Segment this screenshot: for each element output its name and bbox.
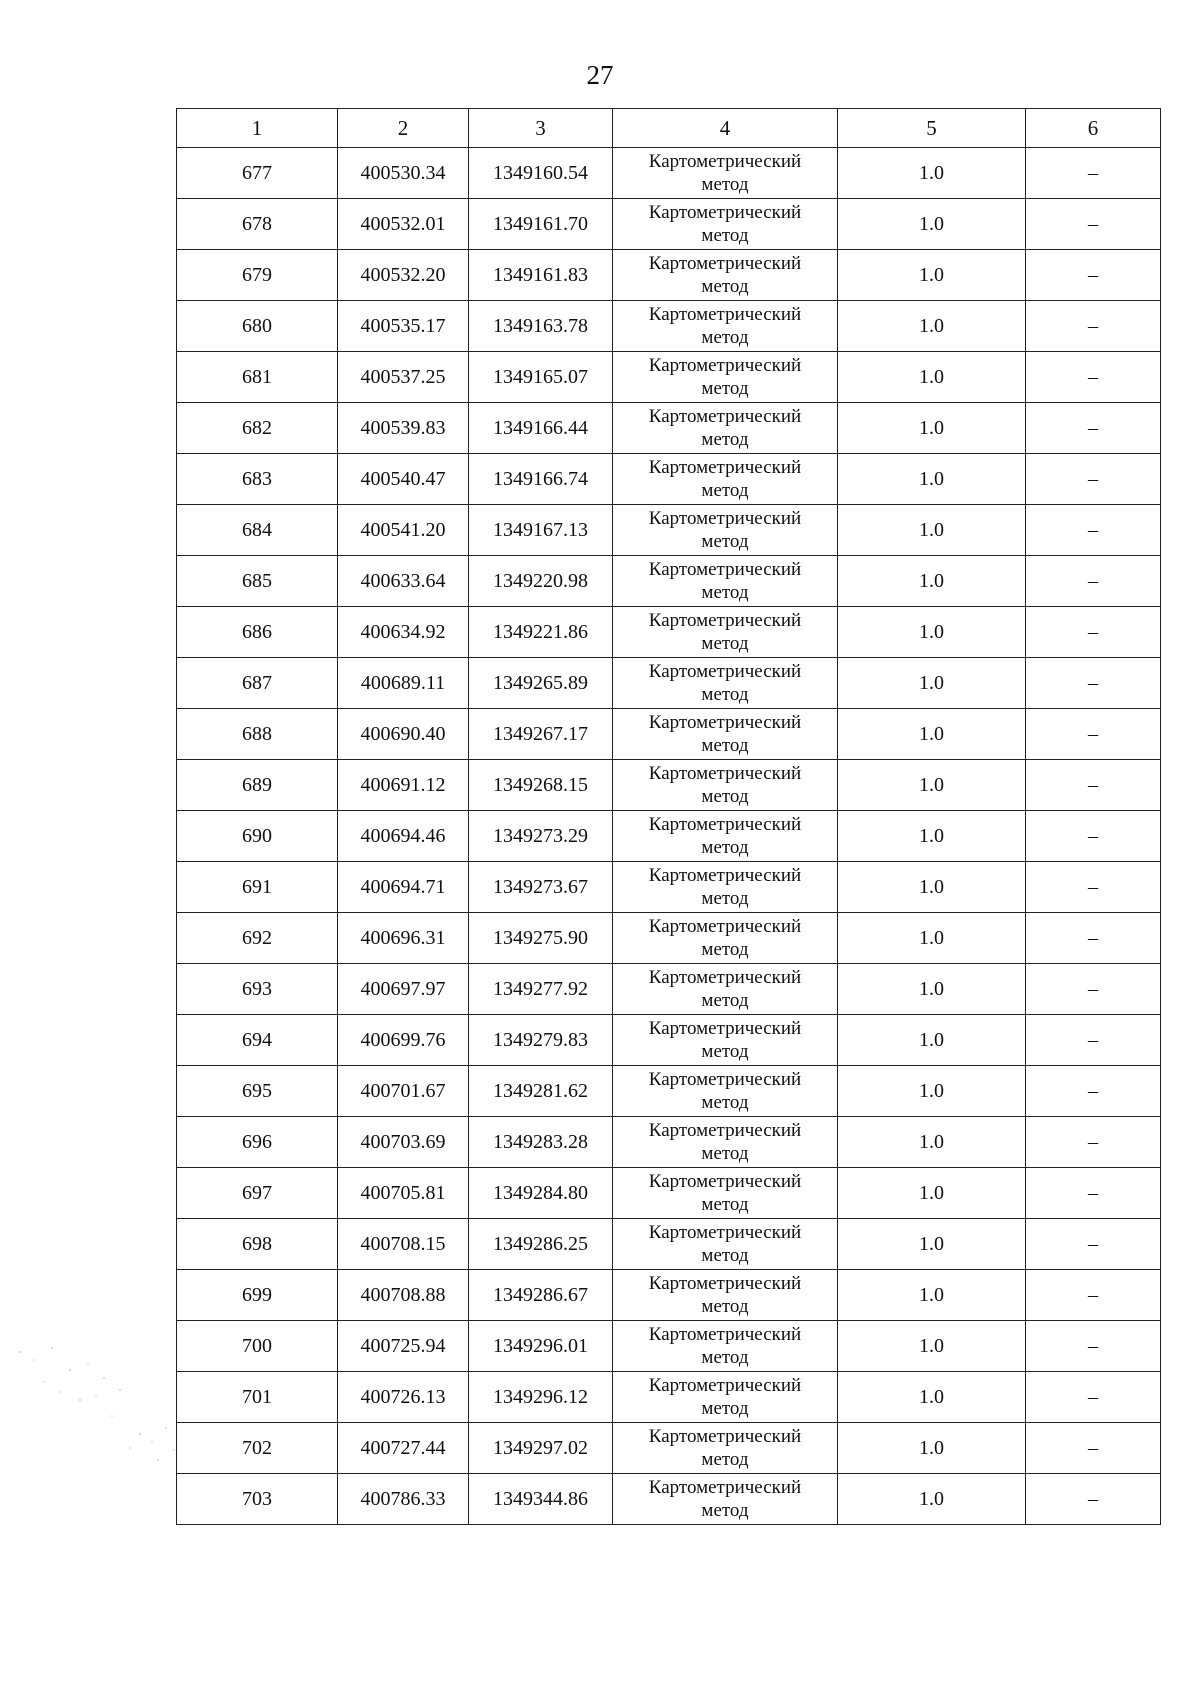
method-line-2: метод — [701, 327, 749, 348]
method-line-1: Картометрический — [648, 253, 802, 274]
accuracy-cell: 1.0 — [838, 1015, 1026, 1066]
note-cell: – — [1026, 862, 1161, 913]
method-line-2: метод — [701, 531, 749, 552]
method-line-1: Картометрический — [648, 151, 802, 172]
method-cell — [613, 658, 838, 709]
y-coordinate-cell: 1349166.74 — [469, 454, 613, 505]
table-row — [177, 760, 1161, 811]
table-row — [177, 301, 1161, 352]
accuracy-cell: 1.0 — [838, 709, 1026, 760]
method-cell — [613, 1474, 838, 1525]
table-row — [177, 607, 1161, 658]
y-coordinate-cell: 1349220.98 — [469, 556, 613, 607]
method-line-2: метод — [701, 480, 749, 501]
method-cell — [613, 811, 838, 862]
table-row — [177, 1270, 1161, 1321]
table-row — [177, 556, 1161, 607]
header-col-5: 5 — [838, 109, 1026, 148]
accuracy-cell: 1.0 — [838, 1168, 1026, 1219]
accuracy-cell: 1.0 — [838, 862, 1026, 913]
y-coordinate-cell: 1349165.07 — [469, 352, 613, 403]
method-cell — [613, 1219, 838, 1270]
accuracy-cell: 1.0 — [838, 505, 1026, 556]
table-row — [177, 811, 1161, 862]
accuracy-cell: 1.0 — [838, 760, 1026, 811]
method-line-1: Картометрический — [648, 1018, 802, 1039]
point-number-cell: 701 — [177, 1372, 338, 1423]
method-line-1: Картометрический — [648, 406, 802, 427]
table-row — [177, 403, 1161, 454]
method-cell — [613, 505, 838, 556]
note-cell: – — [1026, 1321, 1161, 1372]
y-coordinate-cell: 1349273.29 — [469, 811, 613, 862]
accuracy-cell: 1.0 — [838, 1474, 1026, 1525]
method-line-2: метод — [701, 633, 749, 654]
note-cell: – — [1026, 1117, 1161, 1168]
method-line-2: метод — [701, 888, 749, 909]
note-cell: – — [1026, 301, 1161, 352]
point-number-cell: 686 — [177, 607, 338, 658]
method-line-1: Картометрический — [648, 1273, 802, 1294]
method-line-1: Картометрический — [648, 1222, 802, 1243]
accuracy-cell: 1.0 — [838, 403, 1026, 454]
point-number-cell: 684 — [177, 505, 338, 556]
method-line-1: Картометрический — [648, 865, 802, 886]
x-coordinate-cell: 400696.31 — [338, 913, 469, 964]
coordinates-table — [176, 108, 1161, 1525]
method-line-2: метод — [701, 837, 749, 858]
y-coordinate-cell: 1349160.54 — [469, 148, 613, 199]
accuracy-cell: 1.0 — [838, 1117, 1026, 1168]
method-line-2: метод — [701, 1296, 749, 1317]
method-line-2: метод — [701, 429, 749, 450]
scan-noise — [0, 1330, 180, 1490]
method-cell — [613, 250, 838, 301]
table-row — [177, 964, 1161, 1015]
method-line-2: метод — [701, 786, 749, 807]
point-number-cell: 682 — [177, 403, 338, 454]
table-row — [177, 1168, 1161, 1219]
point-number-cell: 694 — [177, 1015, 338, 1066]
note-cell: – — [1026, 607, 1161, 658]
method-line-1: Картометрический — [648, 559, 802, 580]
method-line-2: метод — [701, 990, 749, 1011]
accuracy-cell: 1.0 — [838, 454, 1026, 505]
y-coordinate-cell: 1349296.01 — [469, 1321, 613, 1372]
y-coordinate-cell: 1349344.86 — [469, 1474, 613, 1525]
x-coordinate-cell: 400691.12 — [338, 760, 469, 811]
method-line-1: Картометрический — [648, 457, 802, 478]
y-coordinate-cell: 1349221.86 — [469, 607, 613, 658]
method-line-1: Картометрический — [648, 304, 802, 325]
point-number-cell: 702 — [177, 1423, 338, 1474]
note-cell: – — [1026, 556, 1161, 607]
method-line-1: Картометрический — [648, 202, 802, 223]
page-number: 27 — [586, 60, 614, 90]
method-line-2: метод — [701, 276, 749, 297]
x-coordinate-cell: 400690.40 — [338, 709, 469, 760]
note-cell: – — [1026, 1219, 1161, 1270]
method-line-1: Картометрический — [648, 1171, 802, 1192]
point-number-cell: 683 — [177, 454, 338, 505]
x-coordinate-cell: 400634.92 — [338, 607, 469, 658]
method-line-1: Картометрический — [648, 1426, 802, 1447]
x-coordinate-cell: 400708.88 — [338, 1270, 469, 1321]
point-number-cell: 681 — [177, 352, 338, 403]
table-row — [177, 148, 1161, 199]
y-coordinate-cell: 1349281.62 — [469, 1066, 613, 1117]
method-line-2: метод — [701, 684, 749, 705]
table-header — [177, 109, 1161, 148]
y-coordinate-cell: 1349297.02 — [469, 1423, 613, 1474]
method-line-1: Картометрический — [648, 967, 802, 988]
y-coordinate-cell: 1349161.70 — [469, 199, 613, 250]
method-cell — [613, 148, 838, 199]
point-number-cell: 677 — [177, 148, 338, 199]
note-cell: – — [1026, 403, 1161, 454]
point-number-cell: 680 — [177, 301, 338, 352]
table-row — [177, 1117, 1161, 1168]
note-cell: – — [1026, 250, 1161, 301]
y-coordinate-cell: 1349284.80 — [469, 1168, 613, 1219]
method-line-1: Картометрический — [648, 610, 802, 631]
point-number-cell: 687 — [177, 658, 338, 709]
accuracy-cell: 1.0 — [838, 658, 1026, 709]
note-cell: – — [1026, 709, 1161, 760]
method-cell — [613, 1015, 838, 1066]
table-row — [177, 1321, 1161, 1372]
method-cell — [613, 913, 838, 964]
method-line-1: Картометрический — [648, 1120, 802, 1141]
method-cell — [613, 1168, 838, 1219]
table-row — [177, 199, 1161, 250]
method-line-1: Картометрический — [648, 1375, 802, 1396]
note-cell: – — [1026, 148, 1161, 199]
x-coordinate-cell: 400708.15 — [338, 1219, 469, 1270]
y-coordinate-cell: 1349268.15 — [469, 760, 613, 811]
y-coordinate-cell: 1349167.13 — [469, 505, 613, 556]
table-row — [177, 454, 1161, 505]
point-number-cell: 678 — [177, 199, 338, 250]
method-line-1: Картометрический — [648, 763, 802, 784]
method-line-2: метод — [701, 1398, 749, 1419]
header-col-4: 4 — [613, 109, 838, 148]
note-cell: – — [1026, 811, 1161, 862]
point-number-cell: 696 — [177, 1117, 338, 1168]
note-cell: – — [1026, 352, 1161, 403]
point-number-cell: 695 — [177, 1066, 338, 1117]
accuracy-cell: 1.0 — [838, 964, 1026, 1015]
y-coordinate-cell: 1349296.12 — [469, 1372, 613, 1423]
table-row — [177, 352, 1161, 403]
accuracy-cell: 1.0 — [838, 1270, 1026, 1321]
method-line-2: метод — [701, 1092, 749, 1113]
x-coordinate-cell: 400541.20 — [338, 505, 469, 556]
x-coordinate-cell: 400705.81 — [338, 1168, 469, 1219]
x-coordinate-cell: 400725.94 — [338, 1321, 469, 1372]
table-row — [177, 505, 1161, 556]
point-number-cell: 693 — [177, 964, 338, 1015]
method-line-2: метод — [701, 225, 749, 246]
y-coordinate-cell: 1349279.83 — [469, 1015, 613, 1066]
accuracy-cell: 1.0 — [838, 301, 1026, 352]
y-coordinate-cell: 1349163.78 — [469, 301, 613, 352]
note-cell: – — [1026, 964, 1161, 1015]
accuracy-cell: 1.0 — [838, 1423, 1026, 1474]
method-line-1: Картометрический — [648, 661, 802, 682]
y-coordinate-cell: 1349275.90 — [469, 913, 613, 964]
method-line-2: метод — [701, 1347, 749, 1368]
method-cell — [613, 1117, 838, 1168]
method-cell — [613, 1423, 838, 1474]
table-row — [177, 658, 1161, 709]
note-cell: – — [1026, 1474, 1161, 1525]
note-cell: – — [1026, 1066, 1161, 1117]
method-line-2: метод — [701, 1194, 749, 1215]
method-line-1: Картометрический — [648, 1477, 802, 1498]
x-coordinate-cell: 400727.44 — [338, 1423, 469, 1474]
accuracy-cell: 1.0 — [838, 148, 1026, 199]
note-cell: – — [1026, 1372, 1161, 1423]
header-col-2: 2 — [338, 109, 469, 148]
method-line-1: Картометрический — [648, 508, 802, 529]
method-line-2: метод — [701, 1500, 749, 1521]
method-cell — [613, 1321, 838, 1372]
method-line-2: метод — [701, 1143, 749, 1164]
accuracy-cell: 1.0 — [838, 352, 1026, 403]
note-cell: – — [1026, 1015, 1161, 1066]
accuracy-cell: 1.0 — [838, 556, 1026, 607]
point-number-cell: 690 — [177, 811, 338, 862]
method-cell — [613, 607, 838, 658]
y-coordinate-cell: 1349267.17 — [469, 709, 613, 760]
point-number-cell: 697 — [177, 1168, 338, 1219]
method-cell — [613, 1270, 838, 1321]
x-coordinate-cell: 400535.17 — [338, 301, 469, 352]
x-coordinate-cell: 400699.76 — [338, 1015, 469, 1066]
method-line-1: Картометрический — [648, 916, 802, 937]
method-cell — [613, 1066, 838, 1117]
method-line-1: Картометрический — [648, 1324, 802, 1345]
point-number-cell: 699 — [177, 1270, 338, 1321]
method-line-2: метод — [701, 174, 749, 195]
table-row — [177, 1474, 1161, 1525]
x-coordinate-cell: 400540.47 — [338, 454, 469, 505]
note-cell: – — [1026, 505, 1161, 556]
header-col-1: 1 — [177, 109, 338, 148]
y-coordinate-cell: 1349286.67 — [469, 1270, 613, 1321]
x-coordinate-cell: 400697.97 — [338, 964, 469, 1015]
method-line-2: метод — [701, 1449, 749, 1470]
y-coordinate-cell: 1349161.83 — [469, 250, 613, 301]
x-coordinate-cell: 400537.25 — [338, 352, 469, 403]
method-cell — [613, 352, 838, 403]
x-coordinate-cell: 400539.83 — [338, 403, 469, 454]
table-row — [177, 250, 1161, 301]
y-coordinate-cell: 1349273.67 — [469, 862, 613, 913]
table-row — [177, 862, 1161, 913]
method-line-2: метод — [701, 939, 749, 960]
x-coordinate-cell: 400726.13 — [338, 1372, 469, 1423]
note-cell: – — [1026, 760, 1161, 811]
table-body — [177, 148, 1161, 1525]
x-coordinate-cell: 400703.69 — [338, 1117, 469, 1168]
point-number-cell: 679 — [177, 250, 338, 301]
method-line-1: Картометрический — [648, 814, 802, 835]
point-number-cell: 700 — [177, 1321, 338, 1372]
method-cell — [613, 199, 838, 250]
method-cell — [613, 709, 838, 760]
y-coordinate-cell: 1349283.28 — [469, 1117, 613, 1168]
accuracy-cell: 1.0 — [838, 250, 1026, 301]
accuracy-cell: 1.0 — [838, 913, 1026, 964]
note-cell: – — [1026, 913, 1161, 964]
point-number-cell: 688 — [177, 709, 338, 760]
method-cell — [613, 760, 838, 811]
table-row — [177, 1015, 1161, 1066]
method-line-1: Картометрический — [648, 1069, 802, 1090]
x-coordinate-cell: 400694.71 — [338, 862, 469, 913]
note-cell: – — [1026, 1270, 1161, 1321]
x-coordinate-cell: 400701.67 — [338, 1066, 469, 1117]
accuracy-cell: 1.0 — [838, 811, 1026, 862]
x-coordinate-cell: 400532.20 — [338, 250, 469, 301]
y-coordinate-cell: 1349286.25 — [469, 1219, 613, 1270]
x-coordinate-cell: 400786.33 — [338, 1474, 469, 1525]
point-number-cell: 691 — [177, 862, 338, 913]
y-coordinate-cell: 1349265.89 — [469, 658, 613, 709]
table-row — [177, 1423, 1161, 1474]
point-number-cell: 689 — [177, 760, 338, 811]
x-coordinate-cell: 400689.11 — [338, 658, 469, 709]
note-cell: – — [1026, 1423, 1161, 1474]
header-col-6: 6 — [1026, 109, 1161, 148]
method-cell — [613, 403, 838, 454]
method-cell — [613, 964, 838, 1015]
accuracy-cell: 1.0 — [838, 1321, 1026, 1372]
table-row — [177, 709, 1161, 760]
y-coordinate-cell: 1349166.44 — [469, 403, 613, 454]
note-cell: – — [1026, 199, 1161, 250]
method-cell — [613, 454, 838, 505]
accuracy-cell: 1.0 — [838, 1066, 1026, 1117]
x-coordinate-cell: 400694.46 — [338, 811, 469, 862]
accuracy-cell: 1.0 — [838, 199, 1026, 250]
y-coordinate-cell: 1349277.92 — [469, 964, 613, 1015]
method-line-1: Картометрический — [648, 355, 802, 376]
method-cell — [613, 301, 838, 352]
accuracy-cell: 1.0 — [838, 1372, 1026, 1423]
x-coordinate-cell: 400530.34 — [338, 148, 469, 199]
method-line-2: метод — [701, 378, 749, 399]
table-row — [177, 913, 1161, 964]
method-line-2: метод — [701, 1245, 749, 1266]
point-number-cell: 692 — [177, 913, 338, 964]
note-cell: – — [1026, 1168, 1161, 1219]
table-row — [177, 1372, 1161, 1423]
table-row — [177, 1066, 1161, 1117]
method-cell — [613, 1372, 838, 1423]
method-line-2: метод — [701, 1041, 749, 1062]
note-cell: – — [1026, 454, 1161, 505]
method-line-1: Картометрический — [648, 712, 802, 733]
method-cell — [613, 862, 838, 913]
table-row — [177, 1219, 1161, 1270]
accuracy-cell: 1.0 — [838, 607, 1026, 658]
x-coordinate-cell: 400633.64 — [338, 556, 469, 607]
point-number-cell: 703 — [177, 1474, 338, 1525]
note-cell: – — [1026, 658, 1161, 709]
method-cell — [613, 556, 838, 607]
header-col-3: 3 — [469, 109, 613, 148]
point-number-cell: 698 — [177, 1219, 338, 1270]
x-coordinate-cell: 400532.01 — [338, 199, 469, 250]
method-line-2: метод — [701, 735, 749, 756]
point-number-cell: 685 — [177, 556, 338, 607]
header-row — [177, 109, 1161, 148]
method-line-2: метод — [701, 582, 749, 603]
accuracy-cell: 1.0 — [838, 1219, 1026, 1270]
